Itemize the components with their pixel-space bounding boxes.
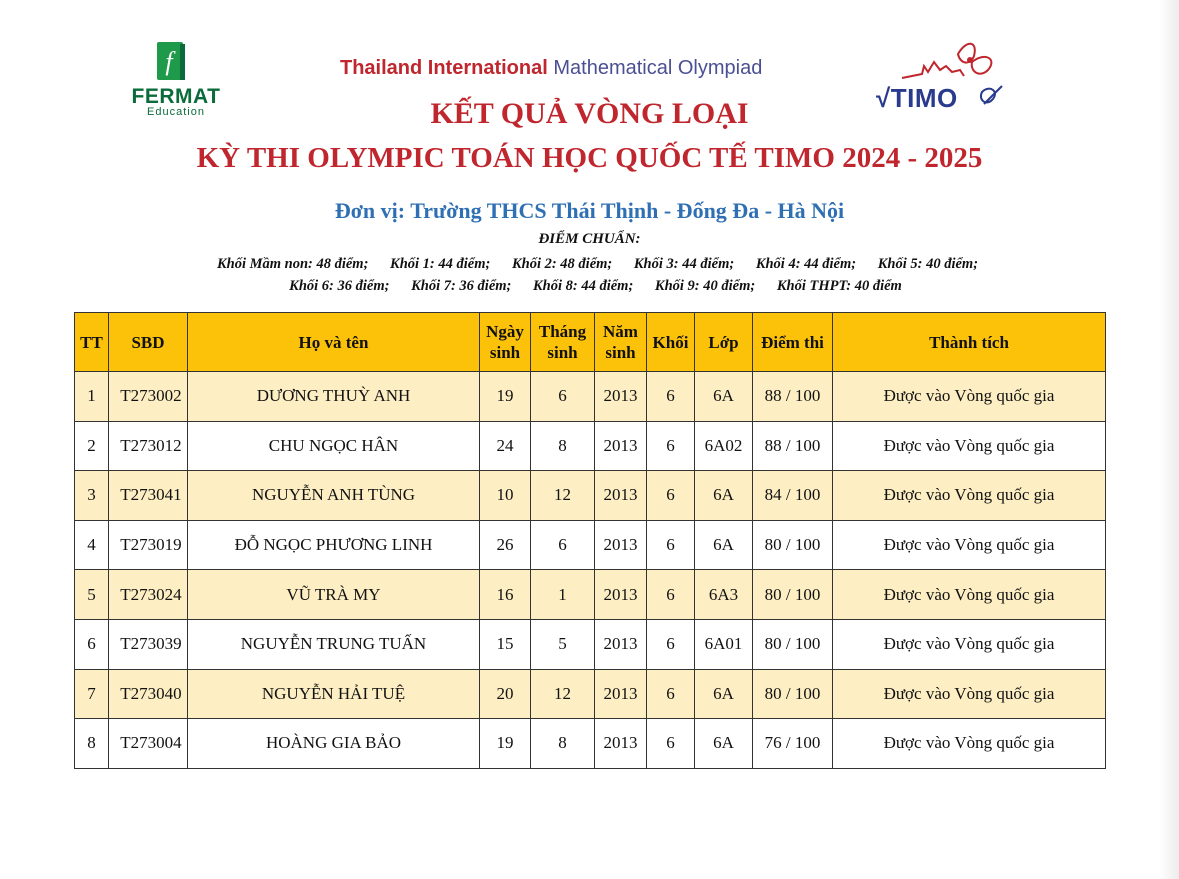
cutoff-item: Khối 4: 44 điểm; xyxy=(755,256,857,272)
cell-sbd: T273004 xyxy=(109,719,188,769)
header-month-line2: sinh xyxy=(547,343,578,362)
cell-sbd: T273002 xyxy=(109,372,188,422)
cutoff-title: ĐIỂM CHUẨN: xyxy=(538,231,641,247)
cell-year: 2013 xyxy=(595,520,647,570)
cell-score: 80 / 100 xyxy=(753,619,833,669)
fermat-name: FERMAT xyxy=(131,85,221,108)
cell-grade: 6 xyxy=(647,372,695,422)
cell-year: 2013 xyxy=(595,719,647,769)
cell-class: 6A02 xyxy=(695,421,753,471)
cell-tt: 6 xyxy=(75,619,109,669)
table-header-row xyxy=(75,313,1106,372)
fermat-subtitle: Education xyxy=(147,106,205,118)
cell-month: 12 xyxy=(531,669,595,719)
cell-month: 8 xyxy=(531,421,595,471)
cell-grade: 6 xyxy=(647,719,695,769)
header-sbd: SBD xyxy=(109,313,188,372)
cutoff-item: Khối 7: 36 điểm; xyxy=(411,278,512,294)
cell-year: 2013 xyxy=(595,669,647,719)
cutoff-item: Khối 2: 48 điểm; xyxy=(511,256,613,272)
cell-class: 6A xyxy=(695,669,753,719)
cell-year: 2013 xyxy=(595,471,647,521)
header-month xyxy=(531,313,595,372)
organization-rest: Mathematical Olympiad xyxy=(553,57,763,79)
cell-day: 16 xyxy=(480,570,531,620)
cell-day: 15 xyxy=(480,619,531,669)
cell-class: 6A xyxy=(695,372,753,422)
cell-tt: 3 xyxy=(75,471,109,521)
school-unit: Đơn vị: Trường THCS Thái Thịnh - Đống Đa - Hà Nội xyxy=(334,198,845,223)
cell-tt: 7 xyxy=(75,669,109,719)
cutoff-item: Khối 6: 36 điểm; xyxy=(289,278,390,294)
table-row xyxy=(75,520,1106,570)
table-row xyxy=(75,421,1106,471)
organization-strong: Thailand International xyxy=(340,57,548,79)
cell-sbd: T273040 xyxy=(109,669,188,719)
cell-grade: 6 xyxy=(647,570,695,620)
cutoff-item: Khối Mầm non: 48 điểm; xyxy=(216,256,369,272)
cell-award: Được vào Vòng quốc gia xyxy=(833,520,1106,570)
cell-day: 19 xyxy=(480,719,531,769)
cell-award: Được vào Vòng quốc gia xyxy=(833,570,1106,620)
cutoff-item: Khối 8: 44 điểm; xyxy=(533,278,634,294)
table-row xyxy=(75,619,1106,669)
header-day-line2: sinh xyxy=(489,343,521,362)
cell-sbd: T273041 xyxy=(109,471,188,521)
fermat-book-icon xyxy=(156,40,186,82)
header-year xyxy=(595,313,647,372)
cell-grade: 6 xyxy=(647,520,695,570)
cell-year: 2013 xyxy=(595,570,647,620)
cell-year: 2013 xyxy=(595,421,647,471)
header-award: Thành tích xyxy=(833,313,1106,372)
organization-line xyxy=(340,56,800,80)
cell-class: 6A01 xyxy=(695,619,753,669)
cutoff-item: Khối THPT: 40 điểm xyxy=(776,278,902,294)
cell-month: 6 xyxy=(531,372,595,422)
page-subtitle: KỲ THI OLYMPIC TOÁN HỌC QUỐC TẾ TIMO 2024 - 2025 xyxy=(196,142,983,174)
cell-class: 6A3 xyxy=(695,570,753,620)
cell-grade: 6 xyxy=(647,619,695,669)
cell-award: Được vào Vòng quốc gia xyxy=(833,669,1106,719)
cell-score: 88 / 100 xyxy=(753,421,833,471)
cell-score: 76 / 100 xyxy=(753,719,833,769)
header-month-line1: Tháng xyxy=(538,322,587,341)
header-score: Điểm thi xyxy=(753,313,833,372)
cell-day: 19 xyxy=(480,372,531,422)
cell-class: 6A xyxy=(695,520,753,570)
cell-grade: 6 xyxy=(647,669,695,719)
results-table xyxy=(74,312,1106,769)
cell-tt: 4 xyxy=(75,520,109,570)
cell-award: Được vào Vòng quốc gia xyxy=(833,619,1106,669)
header-grade: Khối xyxy=(647,313,695,372)
cell-class: 6A xyxy=(695,719,753,769)
table-row xyxy=(75,372,1106,422)
cell-score: 80 / 100 xyxy=(753,520,833,570)
cell-score: 80 / 100 xyxy=(753,570,833,620)
header-year-line1: Năm xyxy=(603,322,638,341)
cell-tt: 5 xyxy=(75,570,109,620)
cutoff-row-2 xyxy=(6,276,1179,296)
cell-grade: 6 xyxy=(647,471,695,521)
cell-name: ĐỖ NGỌC PHƯƠNG LINH xyxy=(188,520,480,570)
cutoff-row-1 xyxy=(8,254,1179,274)
header-day-line1: Ngày xyxy=(486,322,524,341)
header-tt: TT xyxy=(75,313,109,372)
cell-score: 84 / 100 xyxy=(753,471,833,521)
cell-name: CHU NGỌC HÂN xyxy=(188,421,480,471)
cell-grade: 6 xyxy=(647,421,695,471)
cell-name: HOÀNG GIA BẢO xyxy=(188,719,480,769)
cell-name: NGUYỄN HẢI TUỆ xyxy=(188,669,480,719)
cell-name: DƯƠNG THUỲ ANH xyxy=(188,372,480,422)
header-name: Họ và tên xyxy=(188,313,480,372)
cell-month: 6 xyxy=(531,520,595,570)
cell-day: 20 xyxy=(480,669,531,719)
cell-day: 10 xyxy=(480,471,531,521)
cell-day: 24 xyxy=(480,421,531,471)
cell-tt: 8 xyxy=(75,719,109,769)
cell-year: 2013 xyxy=(595,372,647,422)
cell-month: 5 xyxy=(531,619,595,669)
table-row xyxy=(75,471,1106,521)
cell-year: 2013 xyxy=(595,619,647,669)
cell-class: 6A xyxy=(695,471,753,521)
cell-score: 88 / 100 xyxy=(753,372,833,422)
cell-tt: 1 xyxy=(75,372,109,422)
cell-score: 80 / 100 xyxy=(753,669,833,719)
fermat-letter: f xyxy=(165,47,173,76)
cell-award: Được vào Vòng quốc gia xyxy=(833,421,1106,471)
cell-day: 26 xyxy=(480,520,531,570)
cell-name: VŨ TRÀ MY xyxy=(188,570,480,620)
cell-name: NGUYỄN ANH TÙNG xyxy=(188,471,480,521)
table-row xyxy=(75,719,1106,769)
cell-month: 8 xyxy=(531,719,595,769)
cell-month: 1 xyxy=(531,570,595,620)
cell-sbd: T273012 xyxy=(109,421,188,471)
table-row xyxy=(75,570,1106,620)
cell-tt: 2 xyxy=(75,421,109,471)
cutoff-item: Khối 3: 44 điểm; xyxy=(633,256,735,272)
timo-wordmark: √TIMO xyxy=(876,83,958,113)
header-class: Lớp xyxy=(695,313,753,372)
table-row xyxy=(75,669,1106,719)
cell-award: Được vào Vòng quốc gia xyxy=(833,719,1106,769)
cutoff-item: Khối 1: 44 điểm; xyxy=(390,256,491,272)
header-year-line2: sinh xyxy=(605,343,636,362)
cell-sbd: T273024 xyxy=(109,570,188,620)
cell-award: Được vào Vòng quốc gia xyxy=(833,471,1106,521)
cell-name: NGUYỄN TRUNG TUẤN xyxy=(188,619,480,669)
cutoff-item: Khối 5: 40 điểm; xyxy=(877,256,979,272)
cell-sbd: T273039 xyxy=(109,619,188,669)
header-day xyxy=(480,313,531,372)
cutoff-item: Khối 9: 40 điểm; xyxy=(654,278,756,294)
cell-award: Được vào Vòng quốc gia xyxy=(833,372,1106,422)
cell-sbd: T273019 xyxy=(109,520,188,570)
cell-month: 12 xyxy=(531,471,595,521)
page-title: KẾT QUẢ VÒNG LOẠI xyxy=(430,97,749,130)
